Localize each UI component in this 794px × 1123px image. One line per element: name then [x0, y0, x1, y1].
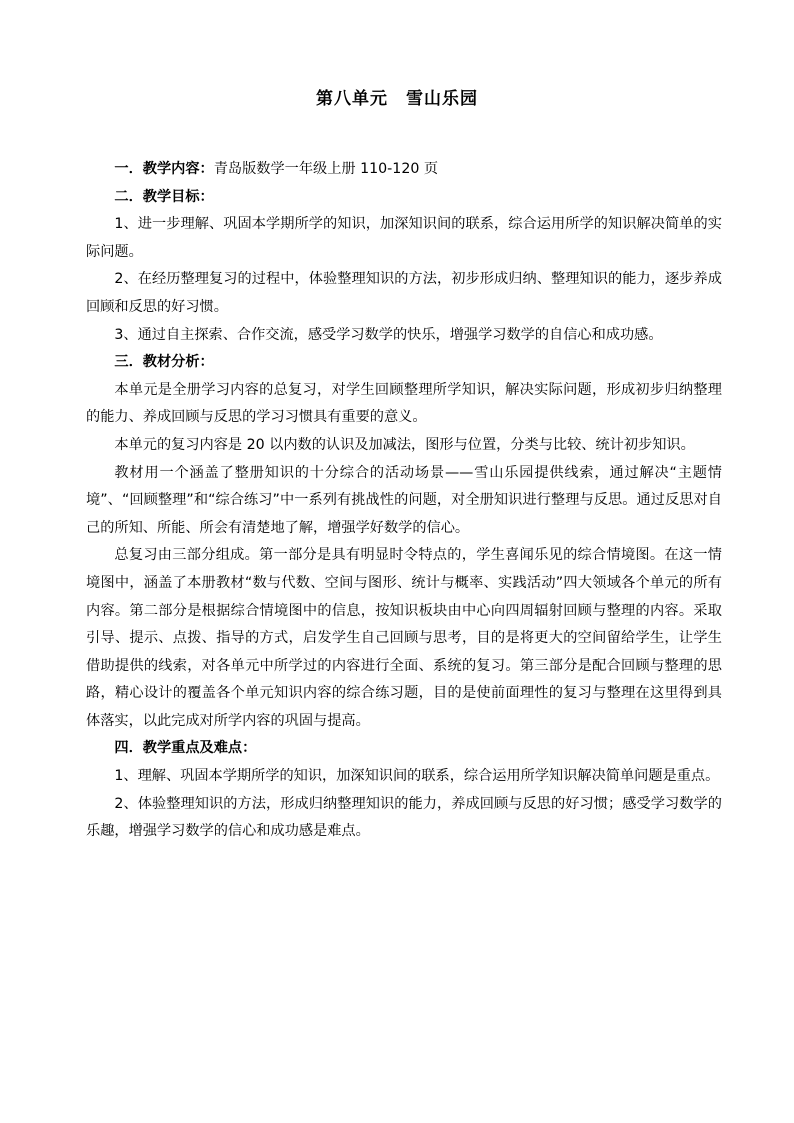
document-body [86, 156, 722, 846]
goal-item: 3、通过自主探索、合作交流，感受学习数学的快乐，增强学习数学的自信心和成功感。 [114, 326, 663, 343]
goal-item: 1、进一步理解、巩固本学期所学的知识，加深知识间的联系，综合运用所学的知识解决简单的实际问题。 [86, 216, 722, 260]
key-point-item: 1、理解、巩固本学期所学的知识，加深知识间的联系，综合运用所学知识解决简单问题是重点。 [114, 768, 720, 785]
analysis-paragraph: 总复习由三部分组成。第一部分是具有明显时令特点的，学生喜闻乐见的综合情境图。在这一情境图中，涵盖了本册教材“数与代数、空间与图形、统计与概率、实践活动”四大领域各个单元的所有内容。第二部分是根据综合情境图中的信息，按知识板块由中心向四周辐射回顾与整理的内容。采取引导、提示、点拨、指导的方式，启发学生自己回顾与思考，目的是将更大的空间留给学生，让学生借助提供的线索，对各单元中所学过的内容进行全面、系统的复习。第三部分是配合回顾与整理的思路，精心设计的覆盖各个单元知识内容的综合练习题，目的是使前面理性的复习与整理在这里得到具体落实，以此完成对所学内容的巩固与提高。 [86, 547, 722, 729]
document-title: 第八单元 雪山乐园 [316, 89, 478, 109]
analysis-paragraph: 本单元的复习内容是 20 以内数的认识及加减法，图形与位置，分类与比较、统计初步知识。 [114, 436, 695, 453]
section-heading: 三．教材分析： [114, 354, 214, 371]
analysis-paragraph: 教材用一个涵盖了整册知识的十分综合的活动场景——雪山乐园提供线索，通过解决“主题情境”、“回顾整理”和“综合练习”中一系列有挑战性的问题，对全册知识进行整理与反思。通过反思对自己的所知、所能、所会有清楚地了解，增强学好数学的信心。 [86, 464, 722, 536]
section-heading: 四．教学重点及难点： [114, 740, 257, 757]
goal-item: 2、在经历整理复习的过程中，体验整理知识的方法，初步形成归纳、整理知识的能力，逐步养成回顾和反思的好习惯。 [86, 271, 722, 315]
section-teaching-goals-heading [86, 184, 722, 212]
section-heading: 二．教学目标： [114, 188, 214, 205]
analysis-paragraph: 本单元是全册学习内容的总复习，对学生回顾整理所学知识，解决实际问题，形成初步归纳整理的能力、养成回顾与反思的学习习惯具有重要的意义。 [86, 381, 722, 426]
section-teaching-content [86, 156, 722, 184]
key-point-item: 2、体验整理知识的方法，形成归纳整理知识的能力，养成回顾与反思的好习惯；感受学习数学的乐趣，增强学习数学的信心和成功感是难点。 [86, 795, 722, 840]
section-text: 青岛版数学一年级上册 110-120 页 [213, 161, 439, 177]
section-key-points-heading [86, 735, 722, 763]
section-material-analysis-heading [86, 349, 722, 377]
section-heading: 一．教学内容： [114, 161, 214, 177]
